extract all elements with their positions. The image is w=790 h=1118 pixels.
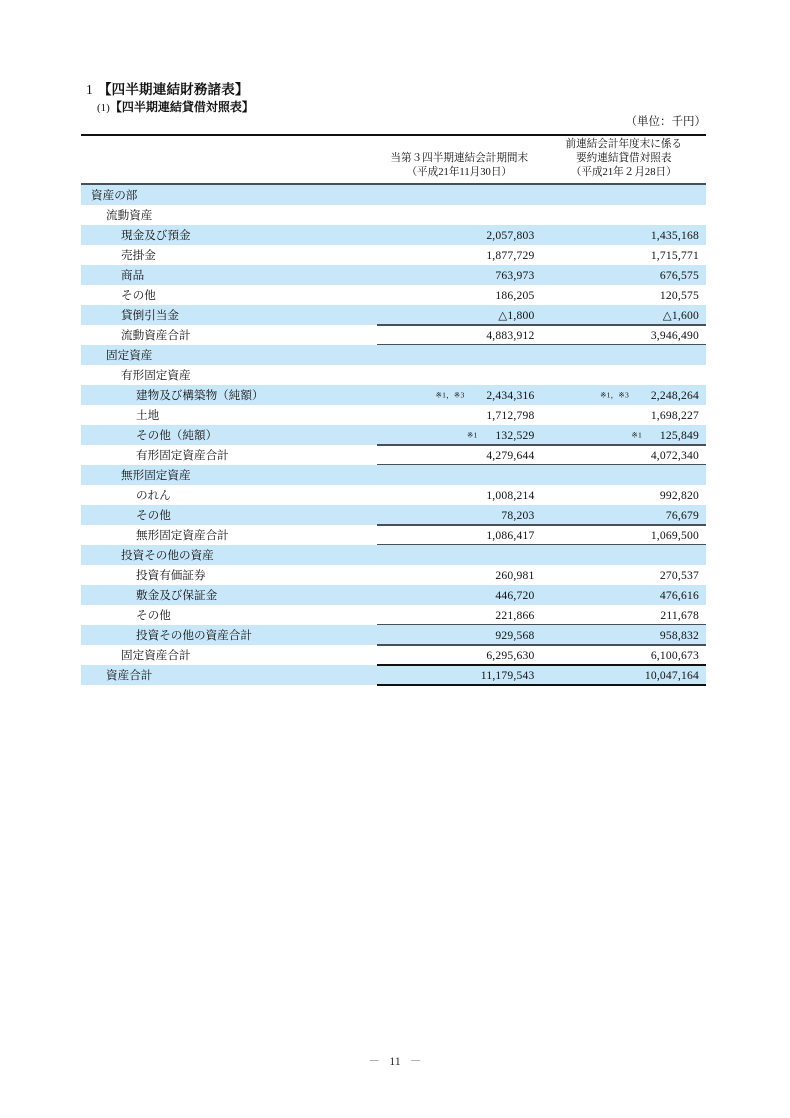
amount-value: 1,712,798 [486, 408, 535, 422]
subtotal-rule-top [377, 444, 706, 445]
amount-value: 1,435,168 [650, 228, 699, 242]
subtotal-rule-top [377, 344, 706, 345]
row-label: その他（純額） [136, 428, 218, 442]
column-header-previous-line1: 前連結会計年度末に係る [565, 139, 683, 151]
table-row [81, 565, 706, 585]
amount-value: △1,600 [662, 308, 699, 322]
row-label: 商品 [121, 268, 145, 282]
heading-main [86, 82, 254, 99]
row-value-current [377, 225, 542, 245]
amount-value: 446,720 [495, 588, 535, 602]
row-value-current [377, 185, 542, 205]
table-row [81, 345, 706, 365]
subtotal-rule-top [377, 624, 706, 625]
table-row [81, 265, 706, 285]
column-header-previous [542, 138, 707, 183]
subtotal-rule-top [377, 644, 706, 645]
row-value-current [377, 625, 542, 645]
amount-value: 221,866 [495, 608, 535, 622]
row-value-current [377, 665, 542, 685]
row-value-current [377, 485, 542, 505]
table-row [81, 645, 706, 665]
amount-value: 1,698,227 [650, 408, 699, 422]
table-row [81, 285, 706, 305]
table-body [81, 185, 706, 685]
row-value-previous [542, 485, 707, 505]
row-value-current [377, 265, 542, 285]
amount-value: 6,295,630 [486, 648, 535, 662]
amount-value: 4,279,644 [486, 448, 535, 462]
row-label: その他 [136, 508, 171, 522]
row-value-previous [542, 465, 707, 485]
amount-value: 929,568 [495, 628, 535, 642]
amount-value: 132,529 [495, 428, 535, 442]
column-header-previous-line2: 要約連結貸借対照表 [576, 153, 672, 165]
amount-value: 6,100,673 [650, 648, 699, 662]
column-header-previous-line3: （平成21年２月28日） [570, 167, 677, 179]
amount-value: 676,575 [659, 268, 699, 282]
amount-value: 211,678 [660, 608, 699, 622]
table-row [81, 445, 706, 465]
row-value-previous [542, 365, 707, 385]
note-marker: ※1 [631, 430, 642, 440]
row-label: 投資有価証券 [136, 568, 206, 582]
heading-sub [86, 100, 254, 116]
amount-value: 186,205 [495, 288, 535, 302]
heading-number: 1 [86, 82, 93, 97]
subtotal-rule-top [377, 524, 706, 525]
row-value-previous [542, 305, 707, 325]
page-number: 11 [389, 1054, 401, 1068]
amount-value: 78,203 [501, 508, 535, 522]
column-header-current-line3: （平成21年11月30日） [406, 167, 513, 179]
table-row [81, 485, 706, 505]
amount-value: 120,575 [659, 288, 699, 302]
row-value-current [377, 525, 542, 545]
row-label: 敷金及び保証金 [136, 588, 218, 602]
table-header-row [81, 136, 706, 183]
row-label: 無形固定資産合計 [136, 528, 229, 542]
row-value-previous [542, 505, 707, 525]
row-value-current [377, 605, 542, 625]
amount-value: 992,820 [659, 488, 699, 502]
footer-dash-left: － [368, 1054, 381, 1068]
table-row [81, 325, 706, 345]
row-value-current [377, 465, 542, 485]
row-value-previous [542, 445, 707, 465]
amount-value: 125,849 [659, 428, 699, 442]
row-value-previous [542, 225, 707, 245]
row-value-current [377, 445, 542, 465]
row-value-previous [542, 605, 707, 625]
row-label: 無形固定資産 [121, 468, 191, 482]
table-row [81, 525, 706, 545]
row-value-current [377, 245, 542, 265]
amount-value: 2,434,316 [486, 388, 535, 402]
amount-value: 2,248,264 [650, 388, 699, 402]
amount-value: 260,981 [495, 568, 535, 582]
row-label: 資産合計 [106, 668, 153, 682]
row-label: 現金及び預金 [121, 228, 191, 242]
row-value-previous [542, 565, 707, 585]
amount-value: 10,047,164 [644, 668, 699, 682]
amount-value: 3,946,490 [650, 328, 699, 342]
table-row [81, 245, 706, 265]
row-value-previous [542, 325, 707, 345]
table-row [81, 205, 706, 225]
row-label: 固定資産合計 [121, 648, 191, 662]
footer-dash-right: － [409, 1054, 422, 1068]
row-value-previous [542, 525, 707, 545]
row-label: 売掛金 [121, 248, 156, 262]
heading-sub-text: 【四半期連結貸借対照表】 [109, 99, 254, 114]
note-marker: ※1，※3 [435, 390, 465, 400]
row-value-previous [542, 425, 707, 445]
amount-value: 76,679 [665, 508, 699, 522]
row-value-previous [542, 185, 707, 205]
table-row [81, 625, 706, 645]
row-value-current [377, 365, 542, 385]
heading-sub-number: (1) [97, 101, 110, 114]
table-row [81, 425, 706, 445]
row-label: 建物及び構築物（純額） [136, 388, 264, 402]
row-value-previous [542, 385, 707, 405]
amount-value: 763,973 [495, 268, 535, 282]
column-header-current-line2: 当第３四半期連結会計期間末 [390, 153, 529, 165]
row-label: 有形固定資産合計 [136, 448, 229, 462]
note-marker: ※1 [466, 430, 478, 440]
amount-value: 1,877,729 [486, 248, 535, 262]
amount-value: 4,883,912 [486, 328, 535, 342]
table-row [81, 545, 706, 565]
total-rule-top [377, 664, 706, 666]
row-value-current [377, 645, 542, 665]
table-row [81, 465, 706, 485]
table-row [81, 605, 706, 625]
row-label: 有形固定資産 [121, 368, 191, 382]
row-value-previous [542, 205, 707, 225]
amount-value: 1,086,417 [486, 528, 535, 542]
amount-value: △1,800 [498, 308, 535, 322]
amount-value: 1,069,500 [650, 528, 699, 542]
row-label: 流動資産 [106, 208, 153, 222]
table-row [81, 405, 706, 425]
table-row [81, 185, 706, 205]
row-label: 資産の部 [91, 188, 138, 202]
row-label: のれん [136, 488, 171, 502]
row-value-current [377, 585, 542, 605]
note-marker: ※1，※3 [600, 390, 629, 400]
row-value-current [377, 285, 542, 305]
subtotal-rule-top [377, 464, 706, 465]
amount-value: 2,057,803 [486, 228, 535, 242]
page-footer [0, 1052, 790, 1069]
row-label: 投資その他の資産合計 [136, 628, 252, 642]
balance-sheet-table [81, 134, 706, 685]
amount-value: 270,537 [659, 568, 699, 582]
document-heading [86, 82, 254, 116]
row-label: その他 [136, 608, 171, 622]
row-label: 貸倒引当金 [121, 308, 179, 322]
column-header-current [377, 152, 542, 183]
table-row [81, 585, 706, 605]
row-value-previous [542, 345, 707, 365]
row-value-current [377, 405, 542, 425]
unit-note: （単位：千円） [625, 116, 706, 128]
row-value-previous [542, 585, 707, 605]
amount-value: 958,832 [659, 628, 699, 642]
row-value-previous [542, 665, 707, 685]
row-value-previous [542, 545, 707, 565]
table-row [81, 305, 706, 325]
row-value-previous [542, 405, 707, 425]
table-row [81, 225, 706, 245]
row-value-current [377, 425, 542, 445]
row-label: 流動資産合計 [121, 328, 191, 342]
table-row [81, 385, 706, 405]
row-value-current [377, 345, 542, 365]
amount-value: 1,715,771 [650, 248, 699, 262]
row-value-previous [542, 645, 707, 665]
row-label: 土地 [136, 408, 160, 422]
subtotal-rule-top [377, 324, 706, 325]
total-rule [377, 684, 706, 686]
table-row [81, 365, 706, 385]
row-value-current [377, 305, 542, 325]
row-value-current [377, 565, 542, 585]
row-value-previous [542, 285, 707, 305]
row-value-current [377, 205, 542, 225]
row-label: 固定資産 [106, 348, 153, 362]
row-value-current [377, 325, 542, 345]
row-value-previous [542, 245, 707, 265]
amount-value: 11,179,543 [480, 668, 535, 682]
amount-value: 476,616 [659, 588, 699, 602]
amount-value: 1,008,214 [486, 488, 535, 502]
row-label: その他 [121, 288, 156, 302]
row-value-previous [542, 625, 707, 645]
row-label: 投資その他の資産 [121, 548, 214, 562]
row-value-previous [542, 265, 707, 285]
amount-value: 4,072,340 [650, 448, 699, 462]
row-value-current [377, 385, 542, 405]
heading-main-text: 【四半期連結財務諸表】 [97, 82, 249, 97]
row-value-current [377, 545, 542, 565]
row-value-current [377, 505, 542, 525]
table-row [81, 665, 706, 685]
subtotal-rule-top [377, 544, 706, 545]
table-row [81, 505, 706, 525]
